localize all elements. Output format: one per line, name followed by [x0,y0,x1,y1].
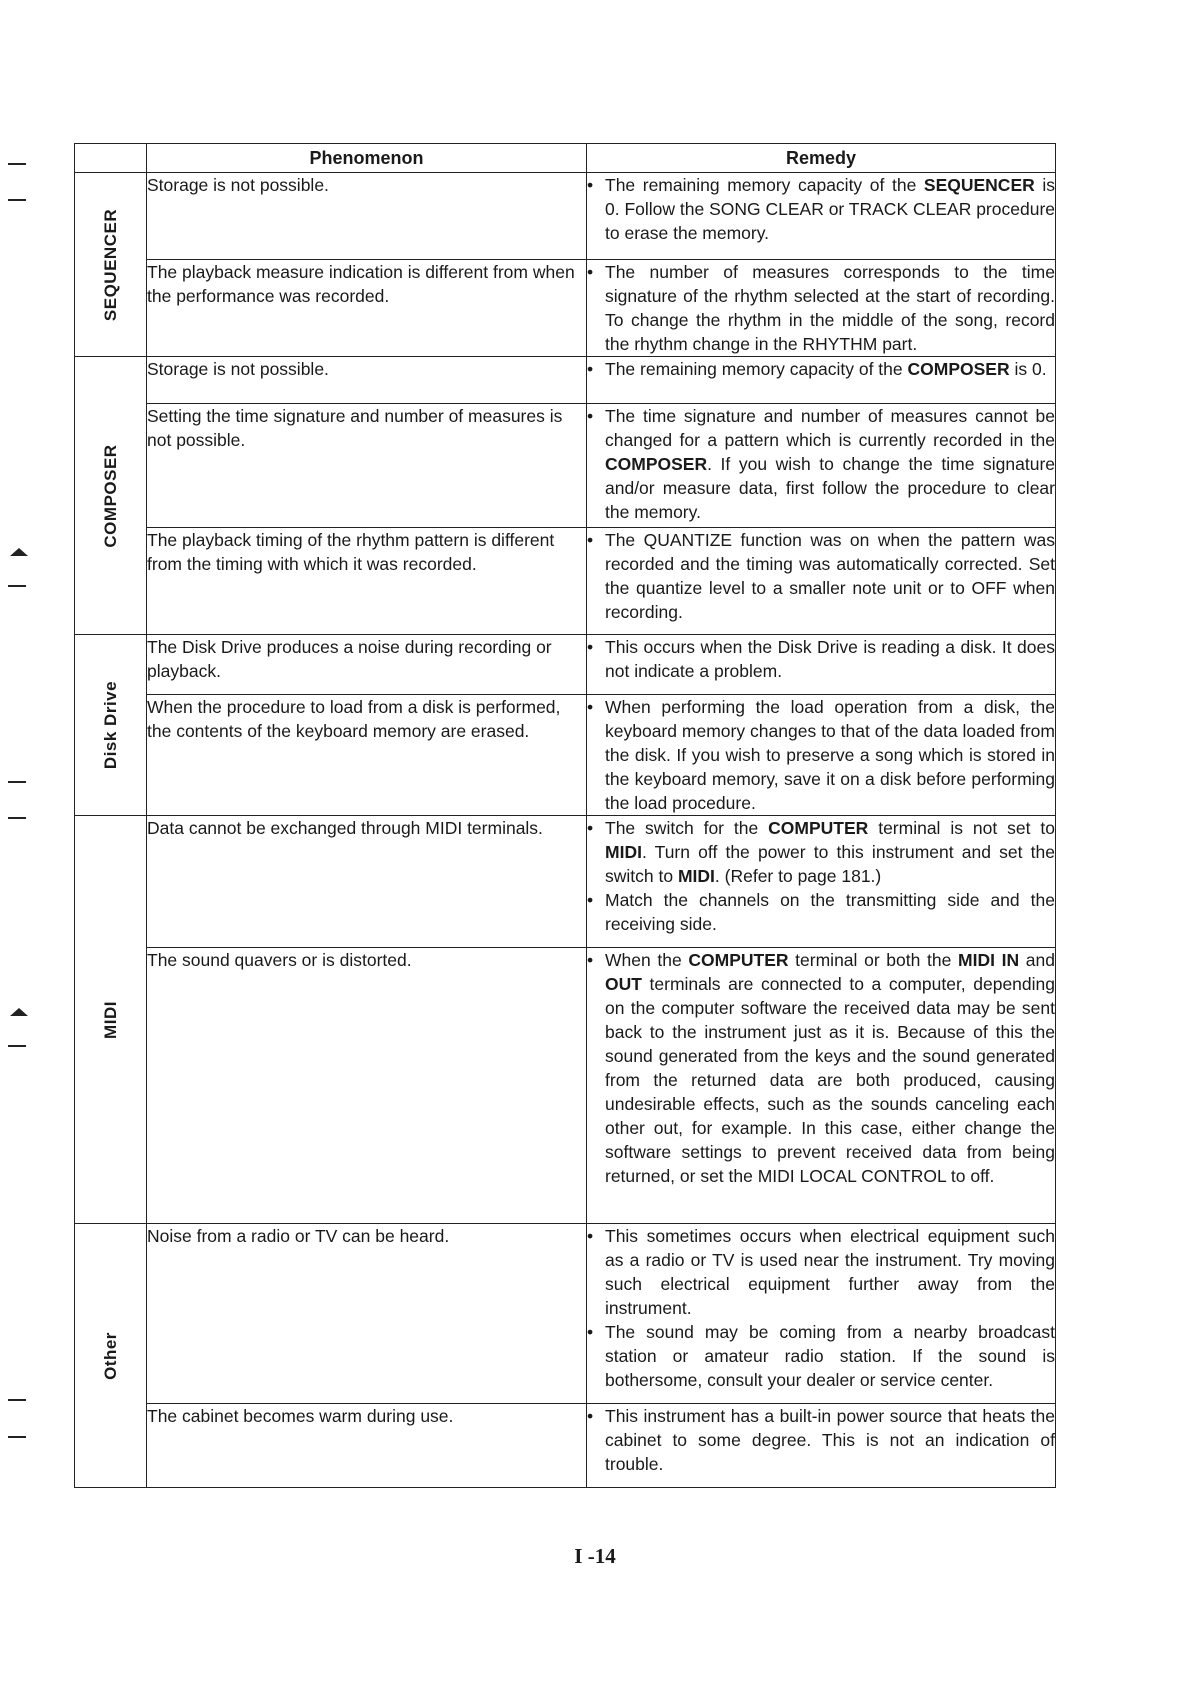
phenomenon-cell: The playback timing of the rhythm pattern is different from the timing with which it was recorded. [147,528,587,635]
remedy-bullet [587,948,1055,1188]
margin-mark [8,585,26,587]
margin-mark [8,1436,26,1438]
remedy-text-segment: . (Refer to page 181.) [714,866,882,886]
remedy-text-segment: is 0. Follow the SONG CLEAR or TRACK CLEAR procedure to erase the memory. [605,175,1055,243]
remedy-text-segment: The sound may be coming from a nearby broadcast station or amateur radio station. If the sound is bothersome, consult your dealer or service center. [605,1322,1055,1390]
margin-mark [8,817,26,819]
remedy-cell [587,635,1056,695]
category-cell [75,816,147,1224]
bullet-dot-icon: • [587,1322,594,1342]
table-row [75,1224,1056,1404]
phenomenon-cell: The cabinet becomes warm during use. [147,1404,587,1488]
remedy-text-segment: The QUANTIZE function was on when the pattern was recorded and the timing was automatically corrected. Set the quantize level to a smaller note unit or to OFF when recording. [605,530,1055,622]
remedy-bullet [587,635,1055,683]
table-row [75,695,1056,816]
phenomenon-cell: Noise from a radio or TV can be heard. [147,1224,587,1404]
remedy-cell [587,404,1056,528]
remedy-cell [587,357,1056,404]
remedy-text [605,695,1055,815]
table-row [75,260,1056,357]
remedy-text-segment: and [1019,950,1056,970]
table-row [75,528,1056,635]
margin-mark [10,548,28,556]
category-label: Other [100,1331,120,1380]
remedy-bullet [587,1320,1055,1392]
remedy-text-segment: . Turn off the power to this instrument and set the switch to [605,842,1055,886]
remedy-keyword: COMPOSER [605,454,708,474]
remedy-bullet [587,357,1055,381]
table-row [75,173,1056,260]
remedy-text [605,528,1055,624]
remedy-text-segment: This occurs when the Disk Drive is reading a disk. It does not indicate a problem. [605,637,1055,681]
remedy-bullet [587,695,1055,815]
remedy-text-segment: The time signature and number of measures cannot be changed for a pattern which is currently recorded in the [605,406,1055,450]
remedy-cell [587,695,1056,816]
page-number: I -14 [574,1544,616,1568]
margin-mark [8,781,26,783]
remedy-bullet [587,1224,1055,1320]
bullet-dot-icon: • [587,697,594,717]
remedy-text-segment: The remaining memory capacity of the [605,175,924,195]
remedy-keyword: COMPUTER [688,950,789,970]
phenomenon-cell: Storage is not possible. [147,357,587,404]
remedy-keyword: MIDI IN [958,950,1020,970]
remedy-bullet [587,1404,1055,1476]
remedy-header: Remedy [587,144,1056,173]
phenomenon-cell: The sound quavers or is distorted. [147,948,587,1224]
table-body [75,173,1056,1488]
bullet-dot-icon: • [587,262,594,282]
bullet-dot-icon: • [587,950,594,970]
category-cell [75,635,147,816]
phenomenon-header: Phenomenon [147,144,587,173]
category-label: SEQUENCER [100,208,120,321]
remedy-text-segment: The remaining memory capacity of the [605,359,908,379]
category-label: COMPOSER [100,443,120,548]
remedy-cell [587,816,1056,948]
remedy-text [605,888,1055,936]
remedy-text-segment: When the [605,950,689,970]
bullet-dot-icon: • [587,890,594,910]
remedy-bullet [587,528,1055,624]
remedy-bullet [587,888,1055,936]
bullet-dot-icon: • [587,637,594,657]
bullet-dot-icon: • [587,818,594,838]
troubleshooting-table [74,143,1056,1488]
remedy-text [605,1320,1055,1392]
remedy-text-segment: The switch for the [605,818,769,838]
margin-mark [8,1399,26,1401]
remedy-text [605,173,1055,245]
bullet-dot-icon: • [587,359,594,379]
remedy-keyword: COMPUTER [768,818,869,838]
table-row [75,816,1056,948]
remedy-text-segment: terminals are connected to a computer, depending on the computer software the received data may be sent back to the instrument just as it is. Because of this the sound generated from the keys and the sound generated from the returned data are both produced, causing undesirable effects, such as the sounds canceling each other out, for example. In this case, either change the software settings to prevent received data from being returned, or set the MIDI LOCAL CONTROL to off. [605,974,1055,1186]
phenomenon-cell: The Disk Drive produces a noise during recording or playback. [147,635,587,695]
remedy-text [605,357,1055,381]
remedy-cell [587,1224,1056,1404]
category-cell [75,357,147,635]
category-cell [75,1224,147,1488]
margin-mark [8,199,26,201]
remedy-keyword: MIDI [605,842,642,862]
table-row [75,404,1056,528]
remedy-text [605,816,1055,888]
table-row [75,635,1056,695]
remedy-cell [587,260,1056,357]
bullet-dot-icon: • [587,175,594,195]
remedy-text [605,404,1055,524]
remedy-cell [587,528,1056,635]
remedy-cell [587,1404,1056,1488]
category-header-cell [75,144,147,173]
phenomenon-cell: Data cannot be exchanged through MIDI terminals. [147,816,587,948]
phenomenon-cell: When the procedure to load from a disk is performed, the contents of the keyboard memory are erased. [147,695,587,816]
remedy-text [605,1404,1055,1476]
table-header-row [75,144,1056,173]
bullet-dot-icon: • [587,530,594,550]
remedy-keyword: SEQUENCER [923,175,1035,195]
remedy-text-segment: The number of measures corresponds to the time signature of the rhythm selected at the start of recording. To change the rhythm in the middle of the song, record the rhythm change in the RHYTHM part. [605,262,1055,354]
margin-mark [8,163,26,165]
table-row [75,1404,1056,1488]
bullet-dot-icon: • [587,406,594,426]
bullet-dot-icon: • [587,1226,594,1246]
table-row [75,357,1056,404]
remedy-text [605,1224,1055,1320]
remedy-cell [587,173,1056,260]
margin-mark [8,1045,26,1047]
category-label: MIDI [100,1000,120,1039]
remedy-text-segment: Match the channels on the transmitting side and the receiving side. [605,890,1055,934]
remedy-bullet [587,404,1055,524]
remedy-keyword: OUT [605,974,642,994]
phenomenon-cell: The playback measure indication is different from when the performance was recorded. [147,260,587,357]
remedy-bullet [587,173,1055,245]
remedy-text-segment: terminal or both the [788,950,959,970]
category-label: Disk Drive [100,680,120,770]
remedy-text [605,948,1055,1188]
remedy-text-segment: . If you wish to change the time signature and/or measure data, first follow the procedure to clear the memory. [605,454,1055,522]
remedy-bullet [587,260,1055,356]
margin-mark [10,1008,28,1016]
remedy-text-segment: is 0. [1009,359,1047,379]
remedy-cell [587,948,1056,1224]
bullet-dot-icon: • [587,1406,594,1426]
phenomenon-cell: Storage is not possible. [147,173,587,260]
remedy-text-segment: When performing the load operation from a disk, the keyboard memory changes to that of the data loaded from the disk. If you wish to preserve a song which is stored in the keyboard memory, save it on a disk before performing the load procedure. [605,697,1055,813]
remedy-bullet [587,816,1055,888]
category-cell [75,173,147,357]
remedy-text-segment: This sometimes occurs when electrical equipment such as a radio or TV is used near the instrument. Try moving such electrical equipment further away from the instrument. [605,1226,1055,1318]
remedy-text-segment: This instrument has a built-in power source that heats the cabinet to some degree. This is not an indication of trouble. [605,1406,1055,1474]
remedy-keyword: MIDI [677,866,715,886]
remedy-keyword: COMPOSER [907,359,1010,379]
table-row [75,948,1056,1224]
remedy-text [605,260,1055,356]
phenomenon-cell: Setting the time signature and number of measures is not possible. [147,404,587,528]
remedy-text [605,635,1055,683]
remedy-text-segment: terminal is not set to [868,818,1055,838]
